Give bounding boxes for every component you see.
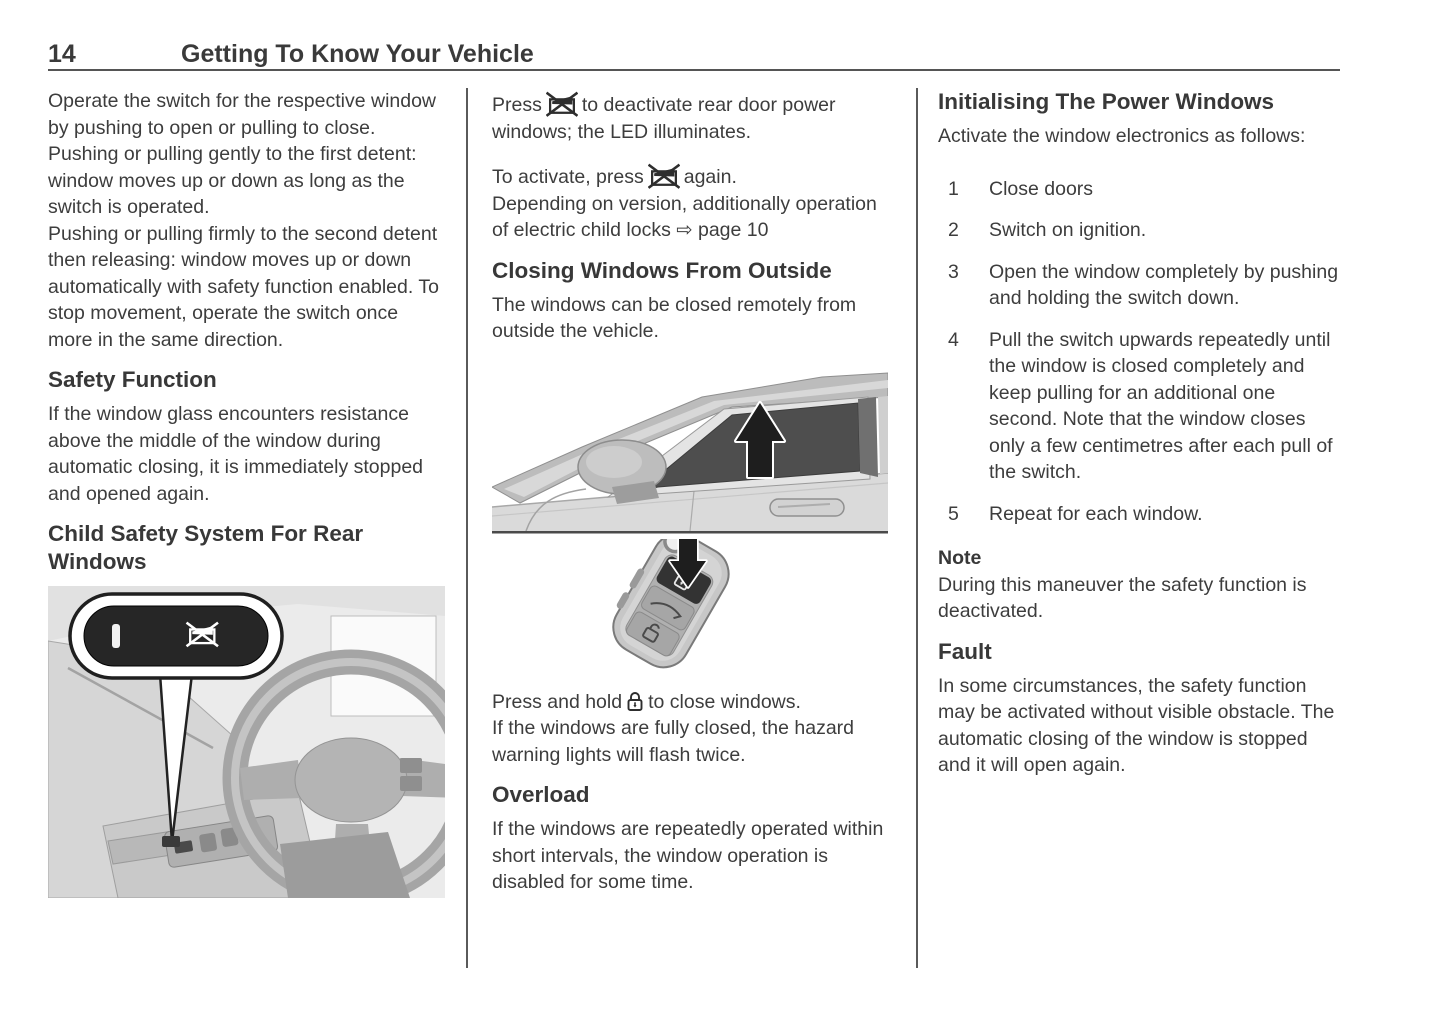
button-led-indicator <box>112 624 120 648</box>
paragraph-note: During this maneuver the safety function is deactivated. <box>938 573 1307 622</box>
heading-note: Note <box>938 547 982 569</box>
paragraph-press-hold-lock <box>492 689 890 716</box>
paragraph-activate <box>492 162 890 191</box>
step-text: Close doors <box>989 177 1094 200</box>
paragraph-safety-function: If the window glass encounters resistance above the middle of the window during automatic closing, it is immediately stopped and opened again. <box>48 403 424 505</box>
heading-closing-windows-outside: Closing Windows From Outside <box>492 257 832 283</box>
seat <box>280 832 410 898</box>
step-number: 2 <box>948 219 959 241</box>
paragraph-second-detent: Pushing or pulling firmly to the second detent then releasing: window moves up or down automatically with safety function enabled. To stop movement, operate the switch once more in the same direction. <box>48 222 439 351</box>
step-number: 1 <box>948 177 959 200</box>
step-text: Open the window completely by pushing and holding the switch down. <box>989 260 1339 309</box>
paragraph-press-deactivate <box>492 90 890 145</box>
hold-text-prefix: Press and hold <box>492 690 623 713</box>
initialisation-steps-list <box>938 176 1342 528</box>
list-item <box>938 327 1342 486</box>
key-fob <box>599 539 738 677</box>
header-rule <box>48 69 1340 71</box>
interior-door-switch-illustration <box>48 586 445 898</box>
rear-window-disable-icon <box>546 90 578 118</box>
column-middle <box>492 90 890 896</box>
list-item <box>938 259 1342 312</box>
column-divider-left <box>466 88 468 968</box>
press-text-prefix: Press <box>492 94 542 116</box>
column-right <box>938 88 1342 779</box>
column-divider-right <box>916 88 918 968</box>
step-text: Repeat for each window. <box>989 502 1203 525</box>
heading-overload: Overload <box>492 782 590 807</box>
step-text: Pull the switch upwards repeatedly until the window is closed completely and keep pulling for an additional one second. Note that the window closes only a few centimetres after each pull of the switch. <box>989 328 1333 483</box>
lock-icon <box>626 690 644 712</box>
heading-initialising-power-windows: Initialising The Power Windows <box>938 89 1275 114</box>
step-number: 3 <box>948 260 959 283</box>
paragraph-child-locks-reference: Depending on version, additionally operation of electric child locks ⇨ page 10 <box>492 192 877 241</box>
activate-text-prefix: To activate, press <box>492 166 644 188</box>
page-number: 14 <box>48 40 76 68</box>
hold-text-suffix: to close windows. <box>648 690 801 713</box>
paragraph-first-detent: Pushing or pulling gently to the first detent: window moves up or down as long as the switch is operated. <box>48 143 417 218</box>
heading-safety-function: Safety Function <box>48 367 217 392</box>
b-pillar <box>858 397 878 477</box>
paragraph-activate-electronics: Activate the window electronics as follows: <box>938 125 1306 147</box>
list-item <box>938 501 1342 528</box>
step-number: 5 <box>948 502 959 525</box>
heading-fault: Fault <box>938 638 992 664</box>
paragraph-closed-remotely: The windows can be closed remotely from outside the vehicle. <box>492 293 857 342</box>
press-text-suffix: to deactivate rear door power windows; the LED illuminates. <box>492 94 836 143</box>
car-window-closing-illustration <box>492 355 888 535</box>
paragraph-operate-switch: Operate the switch for the respective window by pushing to open or pulling to close. <box>48 90 437 139</box>
column-left <box>48 88 446 898</box>
heading-child-safety-system: Child Safety System For Rear Windows <box>48 521 364 574</box>
child-safety-button-callout <box>70 594 282 678</box>
page-title: Getting To Know Your Vehicle <box>181 40 534 68</box>
activate-text-suffix: again. <box>683 166 737 188</box>
step-text: Switch on ignition. <box>989 219 1147 241</box>
list-item <box>938 217 1342 244</box>
paragraph-fault: In some circumstances, the safety function may be activated without visible obstacle. The automatic closing of the window is stopped and it will open again. <box>938 674 1335 776</box>
list-item <box>938 176 1342 203</box>
door-handle <box>770 499 844 516</box>
paragraph-hazard-flash: If the windows are fully closed, the hazard warning lights will flash twice. <box>492 717 855 766</box>
step-number: 4 <box>948 328 959 351</box>
rear-window-disable-icon <box>648 162 680 190</box>
paragraph-overload: If the windows are repeatedly operated within short intervals, the window operation is disabled for some time. <box>492 818 884 893</box>
key-fob-illustration <box>492 539 888 677</box>
figure-bottom-rule <box>492 531 888 534</box>
